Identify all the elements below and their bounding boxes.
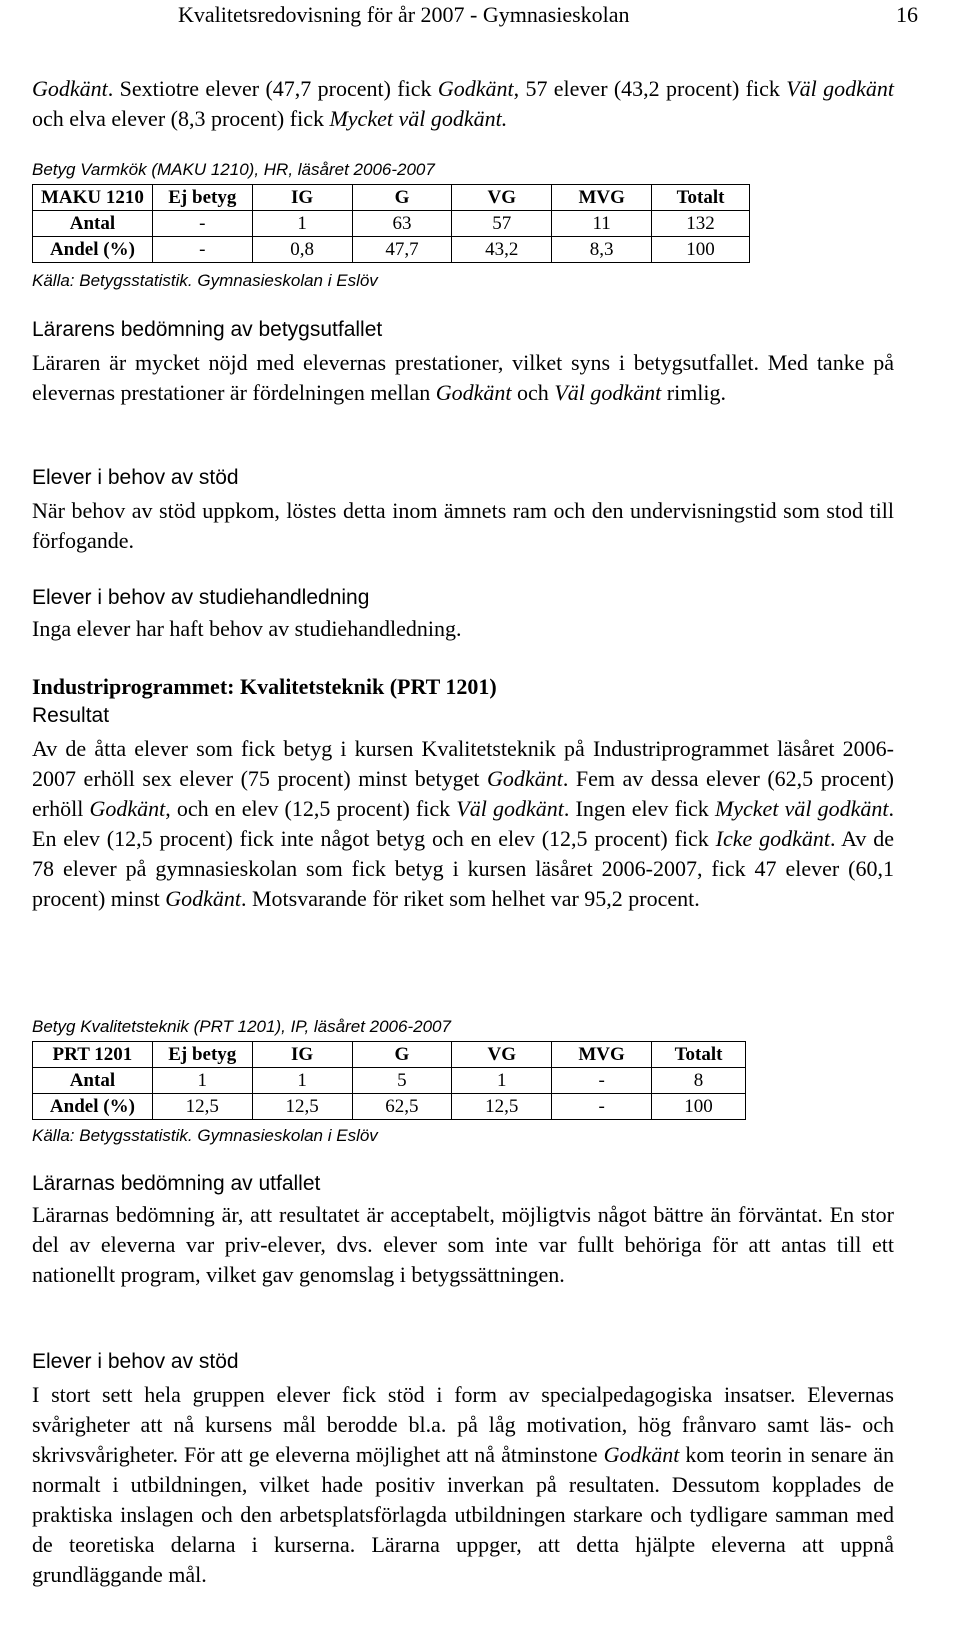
assessment1-text-1: Läraren är mycket nöjd med elevernas prestationer, vilket syns i betygsutfallet. Med tanke på elevernas prestationer är fördelningen mellan: [32, 350, 894, 405]
table1-header-row: [33, 185, 750, 211]
table-cell: 12,5: [452, 1094, 552, 1120]
page-header: [178, 2, 918, 28]
assessment1-text-3: och: [511, 380, 555, 405]
table-cell: 43,2: [452, 237, 552, 263]
table-row: [33, 1068, 746, 1094]
support2-text-2: Godkänt: [603, 1442, 680, 1467]
table-cell: -: [152, 237, 252, 263]
assessment1-paragraph: [32, 348, 894, 408]
table2-header-row: [33, 1042, 746, 1068]
table-row: [33, 237, 750, 263]
table2-header-cell: VG: [452, 1042, 552, 1068]
guidance1-heading: Elever i behov av studiehandledning: [32, 586, 370, 609]
table2-header-cell: PRT 1201: [33, 1042, 153, 1068]
section2-text-7: . Ingen elev fick: [563, 796, 715, 821]
support1-paragraph: När behov av stöd uppkom, löstes detta inom ämnets ram och den undervisningstid som stod till förfogande.: [32, 498, 894, 553]
intro-text-7: Mycket väl godkänt.: [329, 106, 508, 131]
table-cell: 8: [652, 1068, 746, 1094]
table-cell: 12,5: [152, 1094, 252, 1120]
table-cell: 1: [152, 1068, 252, 1094]
table-cell: -: [552, 1068, 652, 1094]
table-cell: 47,7: [352, 237, 452, 263]
section2-text-9: . En elev (12,5 procent) fick inte något betyg och en elev (12,5 procent) fick: [32, 796, 894, 851]
table-cell: 1: [252, 211, 352, 237]
support1-heading: Elever i behov av stöd: [32, 466, 239, 489]
table1-header-cell: Totalt: [652, 185, 750, 211]
table-cell: 12,5: [252, 1094, 352, 1120]
intro-text-3: Godkänt: [437, 76, 514, 101]
assessment2-heading: Lärarnas bedömning av utfallet: [32, 1172, 321, 1195]
section2-text-13: . Motsvarande för riket som helhet var 95,2 procent.: [240, 886, 700, 911]
table2-header-cell: MVG: [552, 1042, 652, 1068]
support2-heading: Elever i behov av stöd: [32, 1350, 239, 1373]
table2-header-cell: Ej betyg: [152, 1042, 252, 1068]
table-cell: 0,8: [252, 237, 352, 263]
table-cell: 63: [352, 211, 452, 237]
support2-text-3: kom teorin in senare än normalt i utbildningen, vilket hade positiv inverkan på resultaten. Dessutom kopplades de praktiska inslagen och den arbetsplatsförlagda utbildningen starkare och tydligare samman med de teoretiska delarna i kurserna. Lärarna uppger, att detta hjälpte eleverna att uppnå grundläggande mål.: [32, 1442, 894, 1587]
section2-text-12: Godkänt: [165, 886, 241, 911]
section2-heading: Industriprogrammet: Kvalitetsteknik (PRT 1201): [32, 674, 497, 699]
support2-text-1: I stort sett hela gruppen elever fick stöd i form av specialpedagogiska insatser. Elevernas svårigheter att nå kursens mål berodde bl.a. på låg motivation, hög frånvaro samt läs- och skrivsvårigheter. För att ge eleverna möjlighet att nå åtminstone: [32, 1382, 894, 1467]
table1-header-cell: MVG: [552, 185, 652, 211]
table1-source: Källa: Betygsstatistik. Gymnasieskolan i Eslöv: [32, 271, 378, 290]
table2-row-label: Antal: [33, 1068, 153, 1094]
support2-paragraph: [32, 1380, 894, 1590]
intro-paragraph: [32, 74, 894, 134]
table-cell: 100: [652, 1094, 746, 1120]
section2-text-6: Väl godkänt: [456, 796, 564, 821]
table1: [32, 184, 750, 263]
assessment1-text-5: rimlig.: [661, 380, 727, 405]
section2-paragraph: [32, 734, 894, 914]
table2: [32, 1041, 746, 1120]
table-row: [33, 1094, 746, 1120]
section2-text-8: Mycket väl godkänt: [714, 796, 889, 821]
table2-header-cell: G: [352, 1042, 452, 1068]
table1-header-cell: Ej betyg: [152, 185, 252, 211]
assessment1-text-4: Väl godkänt: [554, 380, 662, 405]
table-cell: 100: [652, 237, 750, 263]
table1-header-cell: G: [352, 185, 452, 211]
table1-row-label: Antal: [33, 211, 153, 237]
assessment1-heading: Lärarens bedömning av betygsutfallet: [32, 318, 383, 341]
table2-row-label: Andel (%): [33, 1094, 153, 1120]
assessment2-paragraph: Lärarnas bedömning är, att resultatet är acceptabelt, möjligtvis något bättre än förväntat. En stor del av eleverna var priv-elever, dvs. elever som inte var fullt behöriga för att antas till ett nationellt program, vilket gav genomslag i betygssättningen.: [32, 1202, 894, 1287]
table1-caption: Betyg Varmkök (MAKU 1210), HR, läsåret 2006-2007: [32, 160, 435, 179]
table-cell: 57: [452, 211, 552, 237]
table2-header-cell: IG: [252, 1042, 352, 1068]
table-row: [33, 211, 750, 237]
section2-text-3: . Fem av dessa elever (62,5 procent) erhöll: [32, 766, 894, 821]
intro-text-4: , 57 elever (43,2 procent) fick: [513, 76, 787, 101]
table1-header-cell: MAKU 1210: [33, 185, 153, 211]
table2-header-cell: Totalt: [652, 1042, 746, 1068]
assessment1-text-2: Godkänt: [435, 380, 512, 405]
table-cell: 132: [652, 211, 750, 237]
intro-text-2: . Sextiotre elever (47,7 procent) fick: [107, 76, 438, 101]
table1-header-cell: VG: [452, 185, 552, 211]
intro-text-6: och elva elever (8,3 procent) fick: [32, 106, 330, 131]
section2-text-4: Godkänt: [89, 796, 166, 821]
table1-header-cell: IG: [252, 185, 352, 211]
intro-text-5: Väl godkänt: [786, 76, 895, 101]
section2-text-2: Godkänt: [487, 766, 563, 791]
table-cell: 62,5: [352, 1094, 452, 1120]
intro-text-1: Godkänt: [32, 76, 108, 101]
table-cell: 1: [452, 1068, 552, 1094]
section2-text-5: , och en elev (12,5 procent) fick: [165, 796, 457, 821]
table2-source: Källa: Betygsstatistik. Gymnasieskolan i Eslöv: [32, 1126, 378, 1145]
document-title: Kvalitetsredovisning för år 2007 - Gymnasieskolan: [178, 2, 630, 27]
table2-caption: Betyg Kvalitetsteknik (PRT 1201), IP, läsåret 2006-2007: [32, 1017, 451, 1036]
table-cell: -: [552, 1094, 652, 1120]
table-cell: 8,3: [552, 237, 652, 263]
table-cell: -: [152, 211, 252, 237]
section2-text-11: . Av de 78 elever på gymnasieskolan som fick betyg i kursen läsåret 2006-2007, fick 47 elever (60,1 procent) minst: [32, 826, 895, 911]
table-cell: 1: [252, 1068, 352, 1094]
page-number: 16: [896, 2, 918, 27]
table-cell: 5: [352, 1068, 452, 1094]
section2-text-1: Av de åtta elever som fick betyg i kursen Kvalitetsteknik på Industriprogrammet läsåret 2006-2007 erhöll sex elever (75 procent) minst betyget: [32, 736, 894, 791]
table-cell: 11: [552, 211, 652, 237]
section2-text-10: Icke godkänt: [715, 826, 830, 851]
table1-row-label: Andel (%): [33, 237, 153, 263]
guidance1-paragraph: Inga elever har haft behov av studiehandledning.: [32, 616, 462, 641]
section2-subheading: Resultat: [32, 704, 110, 727]
